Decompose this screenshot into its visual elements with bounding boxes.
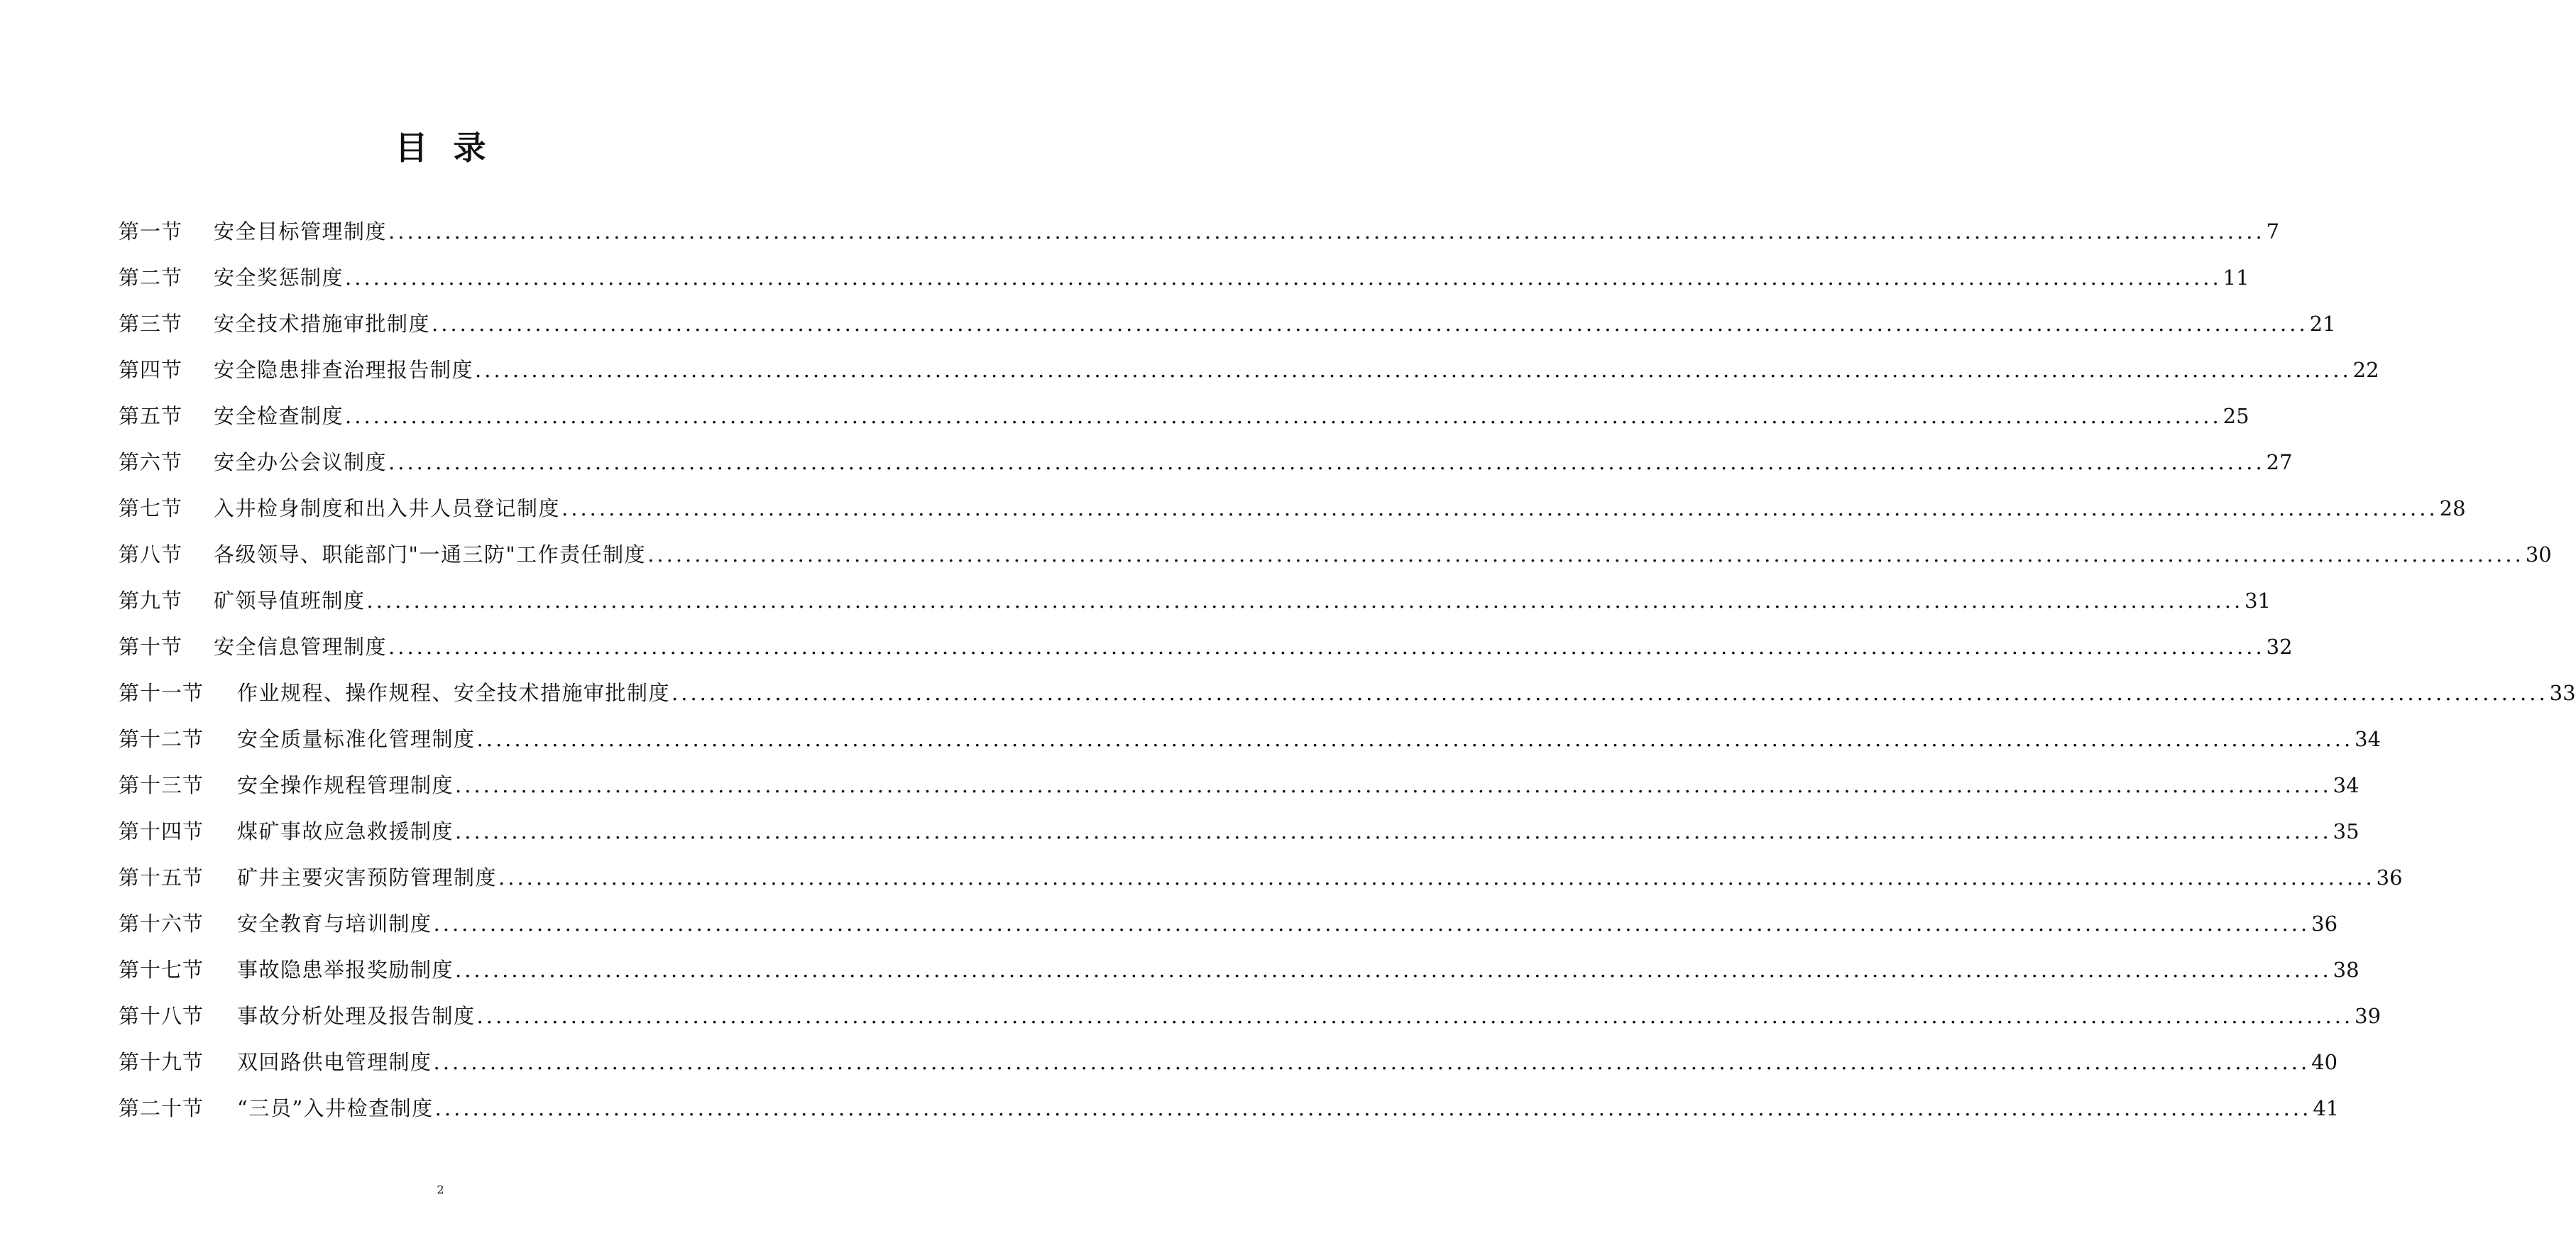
toc-section-number: 第十七节 — [119, 958, 204, 982]
toc-page-number: 35 — [2333, 819, 2359, 843]
toc-entry-title: 安全目标管理制度 — [214, 219, 388, 244]
toc-page-number: 30 — [2525, 542, 2552, 567]
toc-section-number: 第十三节 — [119, 773, 204, 797]
toc-section-number: 第十节 — [119, 635, 183, 659]
dot-leader: ........................................................................................................................................................................................................ — [434, 1096, 2312, 1120]
dot-leader: ........................................................................................................................................................................................................ — [475, 358, 2352, 382]
toc-section-number: 第一节 — [119, 219, 183, 244]
toc-page-number: 7 — [2266, 219, 2280, 244]
toc-section-number: 第十五节 — [119, 865, 204, 890]
toc-entry[interactable] — [119, 356, 2379, 402]
toc-page-number: 36 — [2376, 865, 2403, 890]
toc-page-number: 32 — [2266, 635, 2293, 659]
toc-entry[interactable] — [119, 263, 2249, 310]
dot-leader: ........................................................................................................................................................................................................ — [647, 542, 2524, 567]
toc-entry[interactable] — [119, 402, 2249, 448]
toc-page-number: 36 — [2311, 912, 2338, 936]
dot-leader: ........................................................................................................................................................................................................ — [388, 219, 2265, 244]
toc-section-number: 第二十节 — [119, 1096, 204, 1120]
toc-section-number: 第十九节 — [119, 1050, 204, 1074]
toc-entry-title: 作业规程、操作规程、安全技术措施审批制度 — [237, 681, 671, 705]
dot-leader: ........................................................................................................................................................................................................ — [388, 635, 2265, 659]
toc-page-number: 34 — [2355, 727, 2382, 751]
page-title: 目录 — [395, 129, 512, 167]
toc-entry[interactable] — [119, 217, 2280, 263]
toc-page-number: 31 — [2245, 589, 2271, 613]
dot-leader: ........................................................................................................................................................................................................ — [366, 589, 2244, 613]
toc-section-number: 第十六节 — [119, 912, 204, 936]
dot-leader: ........................................................................................................................................................................................................ — [561, 496, 2438, 520]
toc-page-number: 28 — [2439, 496, 2466, 520]
toc-section-number: 第十四节 — [119, 819, 204, 843]
toc-entry[interactable] — [119, 448, 2293, 494]
toc-entry-title: 双回路供电管理制度 — [237, 1050, 432, 1074]
dot-leader: ........................................................................................................................................................................................................ — [455, 958, 2332, 982]
toc-page-number: 39 — [2355, 1004, 2382, 1028]
dot-leader: ........................................................................................................................................................................................................ — [455, 819, 2332, 843]
toc-section-number: 第七节 — [119, 496, 183, 520]
toc-section-number: 第八节 — [119, 542, 183, 567]
toc-entry[interactable] — [119, 771, 2359, 817]
toc-entry-title: 事故隐患举报奖励制度 — [237, 958, 454, 982]
toc-entry-title: 安全检查制度 — [214, 404, 344, 428]
toc-entry-title: 安全操作规程管理制度 — [237, 773, 454, 797]
toc-page-number: 27 — [2266, 450, 2293, 474]
toc-page-number: 34 — [2333, 773, 2359, 797]
toc-section-number: 第十一节 — [119, 681, 204, 705]
dot-leader: ........................................................................................................................................................................................................ — [476, 1004, 2354, 1028]
toc-entry[interactable] — [119, 494, 2466, 540]
toc-page-number: 41 — [2313, 1096, 2340, 1120]
toc-section-number: 第十八节 — [119, 1004, 204, 1028]
toc-entry[interactable] — [119, 725, 2382, 771]
toc-entry-title: 安全隐患排查治理报告制度 — [214, 358, 474, 382]
toc-entry-title: 安全奖惩制度 — [214, 266, 344, 290]
dot-leader: ........................................................................................................................................................................................................ — [432, 312, 2308, 336]
toc-entry-title: 安全信息管理制度 — [214, 635, 388, 659]
toc-section-number: 第六节 — [119, 450, 183, 474]
dot-leader: ........................................................................................................................................................................................................ — [433, 1050, 2311, 1074]
toc-page-number: 25 — [2223, 404, 2249, 428]
toc-page-number: 11 — [2223, 266, 2249, 290]
toc-entry-title: 安全办公会议制度 — [214, 450, 388, 474]
toc-section-number: 第九节 — [119, 589, 183, 613]
toc-entry[interactable] — [119, 1094, 2340, 1140]
dot-leader: ........................................................................................................................................................................................................ — [345, 404, 2222, 428]
dot-leader: ........................................................................................................................................................................................................ — [433, 912, 2311, 936]
toc-entry[interactable] — [119, 1048, 2338, 1094]
toc-page-number: 33 — [2549, 681, 2576, 705]
toc-entry[interactable] — [119, 909, 2338, 956]
toc-entry-title: 安全质量标准化管理制度 — [237, 727, 476, 751]
toc-entry-title: 安全教育与培训制度 — [237, 912, 432, 936]
toc-entry[interactable] — [119, 679, 2576, 725]
toc-entry[interactable] — [119, 633, 2293, 679]
toc-entry-title: 安全技术措施审批制度 — [214, 312, 431, 336]
table-of-contents — [119, 217, 2576, 1140]
dot-leader: ........................................................................................................................................................................................................ — [345, 266, 2222, 290]
dot-leader: ........................................................................................................................................................................................................ — [476, 727, 2354, 751]
dot-leader: ........................................................................................................................................................................................................ — [498, 865, 2375, 890]
toc-entry-title: 矿领导值班制度 — [214, 589, 366, 613]
dot-leader: ........................................................................................................................................................................................................ — [672, 681, 2548, 705]
toc-entry-title: “三员”入井检查制度 — [237, 1096, 434, 1120]
toc-entry[interactable] — [119, 310, 2336, 356]
footer-page-number: 2 — [437, 1183, 444, 1196]
toc-section-number: 第三节 — [119, 312, 183, 336]
toc-entry[interactable] — [119, 586, 2271, 633]
dot-leader: ........................................................................................................................................................................................................ — [388, 450, 2265, 474]
toc-page-number: 21 — [2309, 312, 2336, 336]
toc-entry-title: 各级领导、职能部门"一通三防"工作责任制度 — [214, 542, 647, 567]
toc-section-number: 第四节 — [119, 358, 183, 382]
toc-section-number: 第五节 — [119, 404, 183, 428]
toc-entry-title: 事故分析处理及报告制度 — [237, 1004, 476, 1028]
toc-entry-title: 煤矿事故应急救援制度 — [237, 819, 454, 843]
toc-entry[interactable] — [119, 540, 2552, 586]
toc-entry-title: 入井检身制度和出入井人员登记制度 — [214, 496, 561, 520]
toc-entry[interactable] — [119, 863, 2403, 909]
toc-section-number: 第十二节 — [119, 727, 204, 751]
toc-entry-title: 矿井主要灾害预防管理制度 — [237, 865, 498, 890]
toc-entry[interactable] — [119, 956, 2359, 1002]
dot-leader: ........................................................................................................................................................................................................ — [455, 773, 2332, 797]
toc-entry[interactable] — [119, 1002, 2382, 1048]
toc-page-number: 38 — [2333, 958, 2359, 982]
toc-page-number: 22 — [2352, 358, 2379, 382]
toc-section-number: 第二节 — [119, 266, 183, 290]
toc-entry[interactable] — [119, 817, 2359, 863]
toc-page-number: 40 — [2311, 1050, 2338, 1074]
